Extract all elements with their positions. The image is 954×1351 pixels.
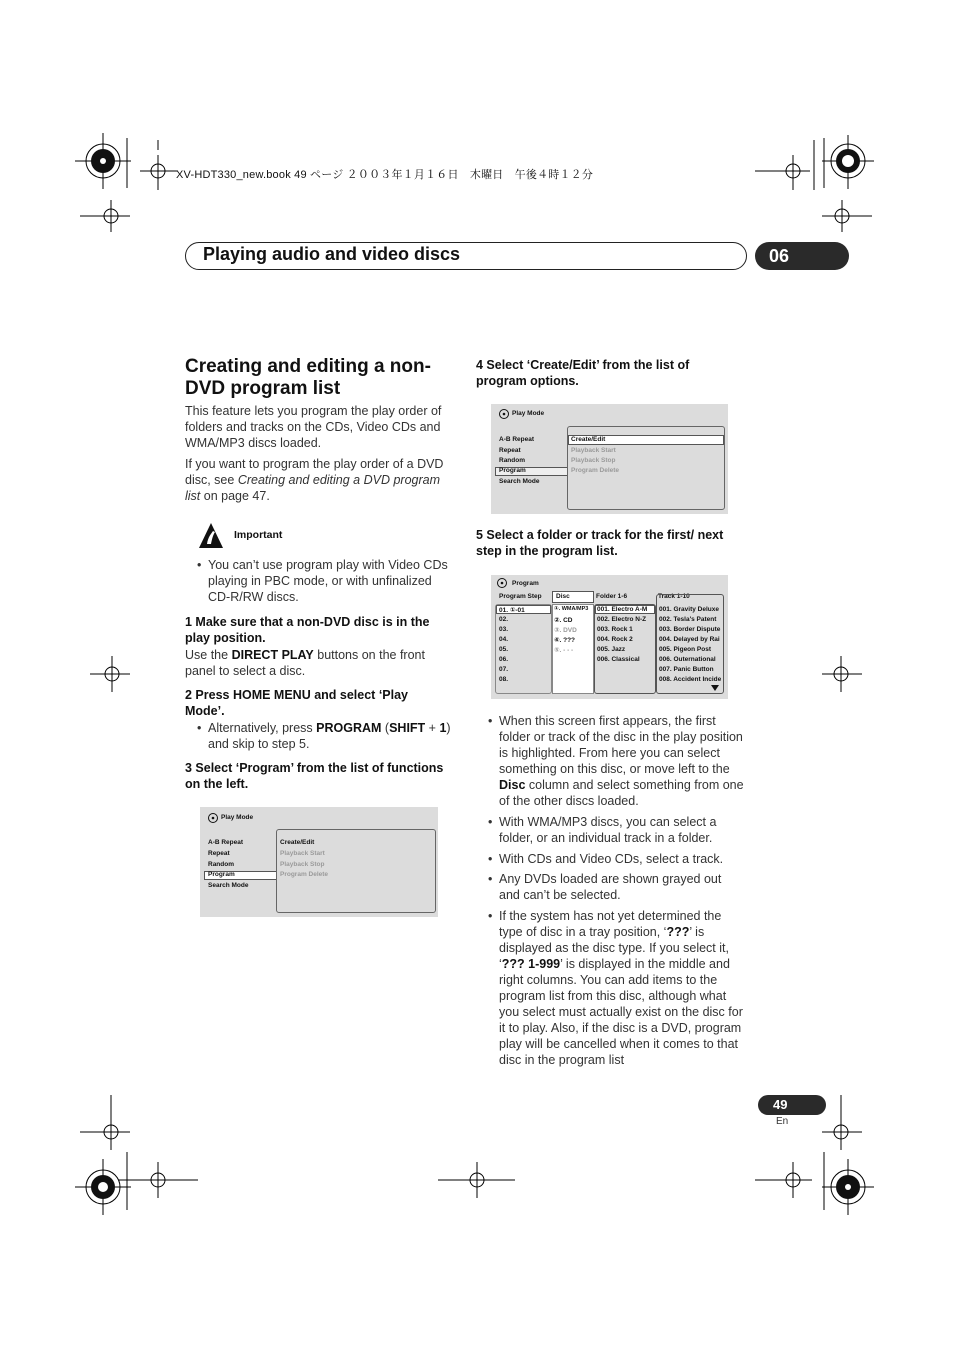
step-5-title: 5 Select a folder or track for the first/ next step in the program list. [476, 528, 724, 558]
disc-item[interactable]: ④. ??? [554, 637, 576, 644]
option-program-delete: Program Delete [280, 871, 329, 878]
bullet-unknown-disc: • If the system has not yet determined the type of disc in a tray position, ‘???’ is displayed as the disc type. If you select it, ‘??? 1-999’ is displayed in the middle and right columns. You can add items to the program list from this disc, although what you select must actually exist on the disc for it to play. Also, if the disc is a DVD, program play will be cancelled when it comes to that disc in the program list [488, 909, 743, 1067]
menu-item-search-mode[interactable]: Search Mode [499, 478, 540, 485]
column-disc: Disc [556, 593, 570, 600]
option-create-edit[interactable]: Create/Edit [571, 436, 606, 443]
folder-item[interactable]: 006. Classical [597, 656, 640, 663]
folder-item[interactable]: 001. Electro A-M [597, 606, 648, 613]
track-item[interactable]: 008. Accident Incide [659, 676, 722, 683]
disc-item-dvd: ③. DVD [554, 627, 577, 634]
section-heading: Creating and editing a non-DVD program list [185, 356, 431, 399]
screen-title: Program [512, 580, 539, 587]
track-item[interactable]: 001. Gravity Deluxe [659, 606, 719, 613]
menu-item-search-mode[interactable]: Search Mode [208, 882, 249, 889]
step-4-title: 4 Select ‘Create/Edit’ from the list of program options. [476, 358, 690, 388]
step-2-bullet: • Alternatively, press PROGRAM (SHIFT + 1) and skip to step 5. [197, 721, 451, 751]
folder-item[interactable]: 005. Jazz [597, 646, 626, 653]
program-step[interactable]: 08. [499, 676, 509, 683]
disc-icon [208, 813, 220, 823]
intro-paragraph: This feature lets you program the play order of folders and tracks on the CDs, Video CDs and WMA/MP3 discs loaded. [185, 404, 442, 450]
step-1-text: Use the DIRECT PLAY buttons on the front panel to select a disc. [185, 648, 425, 678]
disc-item[interactable]: ①. WMA/MP3 [554, 606, 589, 612]
language-label: En [776, 1116, 789, 1127]
chapter-number: 06 [755, 242, 849, 270]
bullet-wma-mp3: • With WMA/MP3 discs, you can select a folder, or an individual track in a folder. [488, 815, 717, 845]
step-2-title: 2 Press HOME MENU and select ‘Play Mode’. [185, 688, 409, 718]
track-item[interactable]: 004. Delayed by Rai [659, 636, 720, 643]
program-step[interactable]: 04. [499, 636, 509, 643]
screen-title: Play Mode [512, 410, 545, 417]
program-step[interactable]: 03. [499, 626, 509, 633]
track-item[interactable]: 002. Tesla's Patent [659, 616, 717, 623]
page-number: 49 [758, 1095, 826, 1115]
bullet-cds: • With CDs and Video CDs, select a track. [488, 852, 724, 866]
important-label: Important [234, 529, 283, 541]
disc-icon [499, 409, 511, 419]
program-step[interactable]: 02. [499, 616, 509, 623]
disc-icon [497, 578, 509, 588]
option-create-edit[interactable]: Create/Edit [280, 839, 315, 846]
program-step[interactable]: 05. [499, 646, 509, 653]
scroll-down-arrow-icon[interactable] [711, 685, 719, 692]
track-item[interactable]: 003. Border Dispute [659, 626, 721, 633]
disc-item-empty: ⑤. - - - [554, 647, 574, 654]
track-item[interactable]: 007. Panic Button [659, 666, 714, 673]
chapter-title: Playing audio and video discs [203, 244, 461, 264]
track-item[interactable]: 005. Pigeon Post [659, 646, 712, 653]
bullet-first-screen: • When this screen first appears, the first folder or track of the disc in the play position is highlighted. From here you can select something on this disc, or move left to the Disc column and select something from one of the other discs loaded. [488, 714, 744, 808]
menu-item-program[interactable]: Program [208, 871, 235, 878]
option-playback-stop: Playback Stop [280, 861, 325, 868]
program-step[interactable]: 01. ①-01 [499, 607, 525, 614]
column-track: Track 1-10 [658, 593, 690, 600]
folder-item[interactable]: 004. Rock 2 [597, 636, 633, 643]
cross-reference[interactable]: Creating and editing a DVD program list [185, 473, 441, 503]
menu-item-ab-repeat[interactable]: A-B Repeat [208, 839, 244, 846]
track-item[interactable]: 006. Outernational [659, 656, 716, 663]
option-playback-start: Playback Start [280, 850, 325, 857]
option-playback-start: Playback Start [571, 447, 616, 454]
intro-paragraph-2: If you want to program the play order of a DVD disc, see Creating and editing a DVD program list on page 47. [185, 457, 444, 503]
option-playback-stop: Playback Stop [571, 457, 616, 464]
important-bullet: • You can’t use program play with Video CDs playing in PBC mode, or with unfinalized CD-R/RW discs. [197, 558, 448, 604]
folder-item[interactable]: 003. Rock 1 [597, 626, 633, 633]
column-folder: Folder 1-6 [596, 593, 628, 600]
disc-item[interactable]: ②. CD [554, 617, 573, 624]
menu-item-random[interactable]: Random [208, 861, 234, 868]
bullet-dvds: • Any DVDs loaded are shown grayed out and can’t be selected. [488, 872, 722, 902]
book-file-line: XV-HDT330_new.book 49 ページ ２００３年１月１６日 木曜日 午後４時１２分 [176, 169, 594, 181]
menu-item-ab-repeat[interactable]: A-B Repeat [499, 436, 535, 443]
program-screenshot [491, 575, 728, 699]
menu-item-random[interactable]: Random [499, 457, 525, 464]
important-icon [198, 522, 224, 550]
step-3-title: 3 Select ‘Program’ from the list of functions on the left. [185, 761, 444, 791]
play-mode-screenshot-1 [200, 807, 438, 917]
menu-item-repeat[interactable]: Repeat [499, 447, 521, 454]
folder-item[interactable]: 002. Electro N-Z [597, 616, 647, 623]
program-step[interactable]: 06. [499, 656, 509, 663]
program-step[interactable]: 07. [499, 666, 509, 673]
menu-item-repeat[interactable]: Repeat [208, 850, 230, 857]
menu-item-program[interactable]: Program [499, 467, 526, 474]
screen-title: Play Mode [221, 814, 254, 821]
column-program-step: Program Step [499, 593, 542, 600]
play-mode-screenshot-2 [491, 404, 728, 514]
option-program-delete: Program Delete [571, 467, 620, 474]
step-1-title: 1 Make sure that a non-DVD disc is in the play position. [185, 615, 430, 645]
